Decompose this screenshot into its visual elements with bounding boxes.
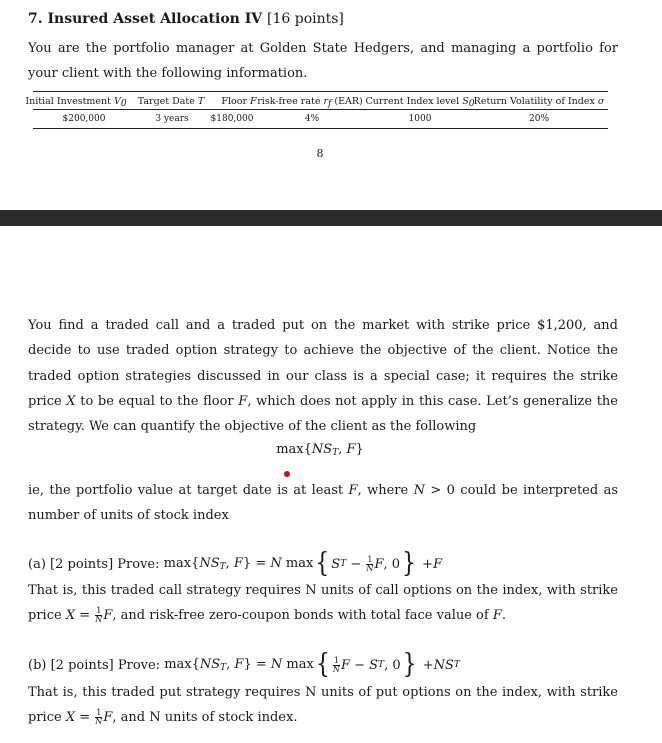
table-cell: $180,000 — [210, 114, 254, 124]
part-a-text: That is, this traded call strategy requires N units of call options on the index, with strike price X = $\frac{1}{N}$ F, and risk-free zero-coupon bonds with total face value of F. — [28, 583, 618, 625]
body-paragraph: You find a traded call and a traded put on the market with strike price $1,200, and decide to use traded option strategy to achieve the objective of the client. Notice the traded option strategies discussed in our class is a special case; it requires the strike price X to be equal to the floor F, which does not apply in this case. Let’s generalize the strategy. We can quantify the objective of the client as the following — [28, 318, 618, 435]
table-header-risk-free-rate: risk-free rate rf (EAR) — [257, 96, 363, 109]
table-cell: 20% — [528, 114, 550, 124]
table-header-index-level: Current Index level S0 — [365, 96, 475, 109]
explanation-paragraph: ie, the portfolio value at target date is at least F, where N > 0 could be interpreted as number of units of stock index — [28, 483, 618, 524]
part-b-text: That is, this traded put strategy requires N units of put options on the index, with strike price X = $\frac{1}{N}$ F, and N units of stock index. — [28, 685, 618, 727]
page-number: 8 — [316, 147, 324, 160]
table-header-floor: Floor F — [221, 96, 257, 107]
part-a-label: (a) [2 points] Prove: — [28, 556, 160, 572]
table-cell: 1000 — [408, 114, 432, 124]
part-a-equation: $\max\{NS_T$, F} = N max — [163, 556, 314, 572]
table-cell: $200,000 — [62, 114, 106, 124]
part-a-statement: (a) [2 points] Prove: $\max\{NS_T$, F} = N max { S T − $\frac{1}{N}$ F , 0 } + F — [28, 547, 443, 579]
question-title — [28, 11, 344, 27]
cursor-dot — [284, 471, 290, 477]
table-header-volatility: Return Volatility of Index σ — [473, 96, 605, 107]
intro-paragraph: You are the portfolio manager at Golden State Hedgers, and managing a portfolio for your client with the following information. — [28, 41, 618, 82]
part-b-statement: (b) [2 points] Prove: $\max\{NS_T$, F} = N max { $\frac{1}{N}$ F − S T , 0 } + NS T — [28, 648, 460, 680]
table-top-rule — [33, 91, 608, 92]
part-b-label: (b) [2 points] Prove: — [28, 657, 161, 673]
table-header-initial-investment: Initial Investment V0 — [25, 96, 127, 109]
table-bottom-rule — [33, 128, 608, 129]
page-separator — [0, 210, 662, 226]
objective-equation: $\max\{NS_T$, F} — [276, 442, 364, 458]
table-cell: 4% — [304, 114, 320, 124]
part-b-equation: $\max\{NS_T$, F} = N max — [164, 657, 314, 673]
table-header-rule — [33, 109, 608, 110]
question-title-main: 7. Insured Asset Allocation IV — [28, 11, 263, 27]
table-header-target-date: Target Date T — [137, 96, 205, 107]
question-points: [16 points] — [267, 11, 344, 27]
table-cell: 3 years — [155, 114, 189, 124]
